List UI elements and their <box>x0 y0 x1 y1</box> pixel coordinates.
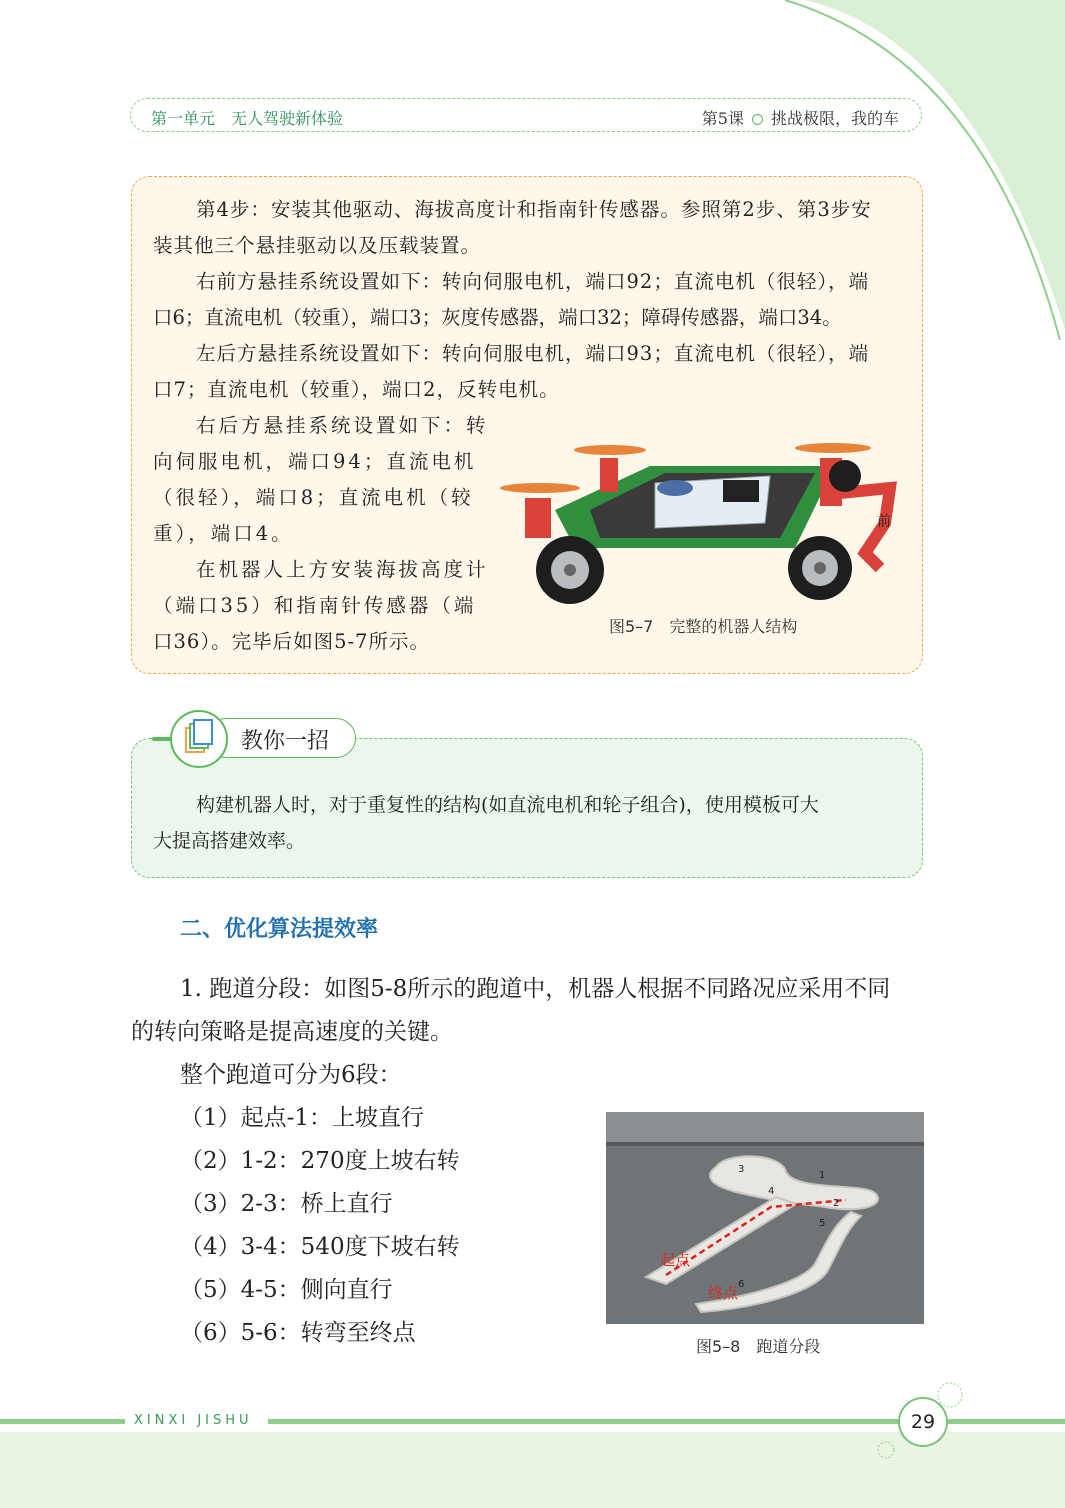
track-label: 2 <box>833 1198 840 1209</box>
step4-p5-line1: 在机器人上方安装海拔高度计 <box>196 558 489 581</box>
tip-title: 教你一招 <box>241 729 330 754</box>
track-label: 5 <box>819 1218 826 1229</box>
tip-header <box>166 710 361 768</box>
step4-p4-line4: 重），端口4。 <box>153 522 294 545</box>
tip-line1: 构建机器人时，对于重复性的结构(如直流电机和轮子组合)，使用模板可大 <box>196 794 819 816</box>
document-icon <box>172 712 226 766</box>
track-label: 1 <box>819 1170 826 1181</box>
section-p1-line1: 1. 跑道分段：如图5-8所示的跑道中，机器人根据不同路况应采用不同 <box>180 976 891 1002</box>
segment-item: （6）5-6：转弯至终点 <box>180 1320 416 1346</box>
running-header <box>130 98 922 132</box>
step4-p4-line1: 右后方悬挂系统设置如下：转 <box>196 414 489 437</box>
front-label: 前 <box>877 514 891 530</box>
tip-badge <box>170 710 228 768</box>
step4-p1-line2: 装其他三个悬挂驱动以及压载装置。 <box>153 234 482 257</box>
lesson-title <box>702 106 899 129</box>
track-label: 6 <box>738 1279 745 1290</box>
lesson-name: 挑战极限，我的车 <box>770 109 899 128</box>
step4-p3-line2: 口7；直流电机（较重），端口2，反转电机。 <box>153 378 560 401</box>
robot-car-figure <box>495 428 915 608</box>
lesson-number: 第5课 <box>701 109 744 128</box>
section-p1-line2: 的转向策略是提高速度的关键。 <box>131 1019 453 1045</box>
tip-connector <box>152 737 172 741</box>
circle-icon <box>752 114 763 125</box>
footer-line-left <box>0 1419 125 1424</box>
step4-p5-line3: 口36）。完毕后如图5-7所示。 <box>153 630 430 653</box>
unit-title: 第一单元 无人驾驶新体验 <box>151 109 344 128</box>
segment-item: （2）1-2：270度上坡右转 <box>180 1148 460 1174</box>
section-p2: 整个跑道可分为6段： <box>180 1062 402 1088</box>
step4-p5-line2: （端口35）和指南针传感器（端 <box>153 594 477 617</box>
segment-item: （4）3-4：540度下坡右转 <box>180 1234 460 1260</box>
start-label: 起点 <box>660 1251 691 1269</box>
page-number: 29 <box>898 1397 948 1447</box>
track-figure <box>606 1112 924 1324</box>
segment-item: （3）2-3：桥上直行 <box>180 1191 393 1217</box>
tip-line2: 大提高搭建效率。 <box>153 830 306 852</box>
segment-item: （1）起点-1：上坡直行 <box>180 1105 425 1131</box>
finish-label: 终点 <box>708 1284 739 1302</box>
track-label: 3 <box>738 1164 745 1175</box>
footer-label: XINXI JISHU <box>130 1413 257 1428</box>
step4-p4-line3: （很轻），端口8；直流电机（较 <box>153 486 474 509</box>
section-title: 二、优化算法提效率 <box>180 916 379 942</box>
step4-p4-line2: 向伺服电机，端口94；直流电机 <box>153 450 477 473</box>
step4-p2-line2: 口6；直流电机（较重），端口3；灰度传感器，端口32；障碍传感器，端口34。 <box>153 306 842 329</box>
step4-p3-line1: 左后方悬挂系统设置如下：转向伺服电机，端口93；直流电机（很轻），端 <box>196 342 870 365</box>
footer-line-middle <box>268 1419 898 1424</box>
step4-p2-line1: 右前方悬挂系统设置如下：转向伺服电机，端口92；直流电机（很轻），端 <box>196 270 870 293</box>
figure-5-7-caption: 图5–7 完整的机器人结构 <box>609 617 798 636</box>
track-label: 4 <box>768 1186 775 1197</box>
figure-5-8-caption: 图5–8 跑道分段 <box>696 1337 821 1356</box>
step4-p1-line1: 第4步：安装其他驱动、海拔高度计和指南针传感器。参照第2步、第3步安 <box>196 198 872 221</box>
segment-item: （5）4-5：侧向直行 <box>180 1277 393 1303</box>
